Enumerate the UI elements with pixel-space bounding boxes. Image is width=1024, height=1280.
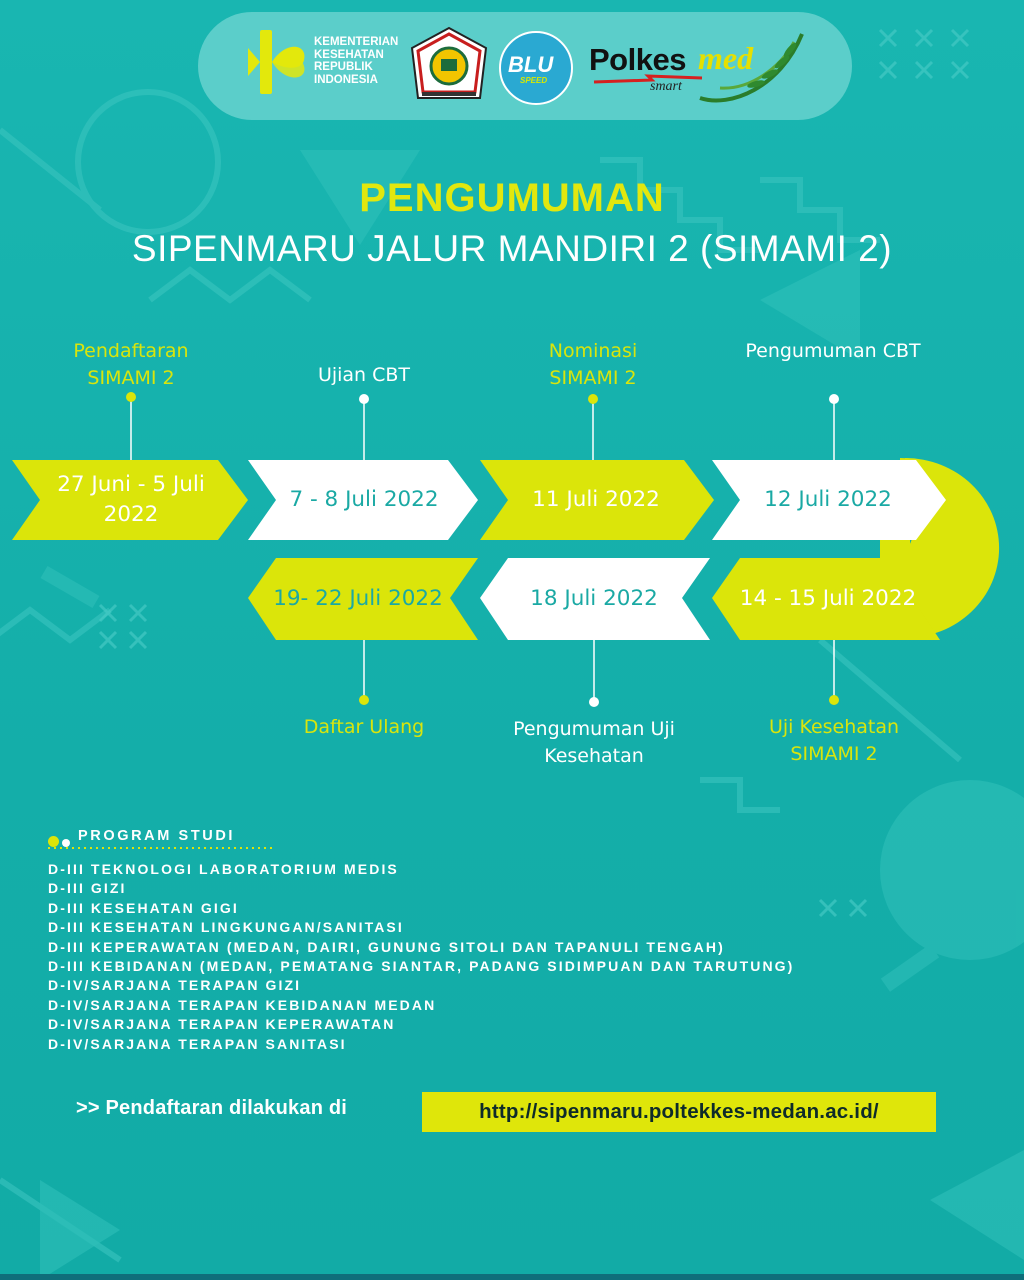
program-item: D-III KEPERAWATAN (MEDAN, DAIRI, GUNUNG SITOLI DAN TAPANULI TENGAH) [48,938,725,955]
step-date: 11 Juli 2022 [532,487,660,512]
step-label: Pendaftaran SIMAMI 2 [73,340,189,389]
step-date: 14 - 15 Juli 2022 [739,586,917,611]
step-label: Nominasi SIMAMI 2 [548,340,638,389]
program-item: D-III KESEHATAN LINGKUNGAN/SANITASI [48,919,404,936]
polkesmed-logo-polkes: Polkes [589,42,686,77]
kemenkes-line: REPUBLIK [314,61,373,73]
program-item: D-III KEBIDANAN (MEDAN, PEMATANG SIANTAR, PADANG SIDIMPUAN DAN TARUTUNG) [48,958,795,975]
timeline-dot [359,695,369,705]
timeline-dot [588,394,598,404]
kemenkes-line: KESEHATAN [314,48,384,61]
timeline-dot [359,394,369,404]
registration-url-link[interactable]: http://sipenmaru.poltekkes-medan.ac.id/ [422,1092,936,1132]
program-item: D-IV/SARJANA TERAPAN KEBIDANAN MEDAN [48,996,437,1013]
blu-speed-text: SPEED [520,76,548,85]
step-date: 18 Juli 2022 [530,586,658,611]
program-item: D-IV/SARJANA TERAPAN GIZI [48,977,302,994]
timeline-dot [126,392,136,402]
program-item: D-III KESEHATAN GIGI [48,899,239,916]
step-label: Ujian CBT [317,364,411,386]
polkesmed-logo-smart: smart [650,79,682,94]
blu-text: BLU [508,52,554,77]
program-list [48,860,794,1054]
timeline-dot [829,695,839,705]
program-heading: PROGRAM STUDI [78,828,236,844]
step-label: Daftar Ulang [303,716,425,738]
registration-text: >> Pendaftaran dilakukan di [76,1097,348,1119]
program-item: D-III TEKNOLOGI LABORATORIUM MEDIS [48,861,399,877]
timeline-dot [589,697,599,707]
step-date: 7 - 8 Juli 2022 [289,487,439,512]
program-item: D-IV/SARJANA TERAPAN KEPERAWATAN [48,1016,396,1033]
timeline-dot [829,394,839,404]
title-program: SIPENMARU JALUR MANDIRI 2 (SIMAMI 2) [131,228,893,269]
step-date: 19- 22 Juli 2022 [273,586,443,611]
step-label: Pengumuman Uji Kesehatan [513,718,675,767]
polkesmed-logo-med: med [698,40,754,76]
program-item: D-III GIZI [48,880,127,897]
title-announcement: PENGUMUMAN [359,176,665,220]
bottom-strip [0,1274,1024,1280]
step-label: Pengumuman CBT [745,340,921,362]
step-date: 27 Juni - 5 Juli 2022 [57,472,205,527]
heading-dotted-underline [48,846,273,850]
program-item: D-IV/SARJANA TERAPAN SANITASI [48,1035,347,1052]
step-date: 12 Juli 2022 [764,487,892,512]
kemenkes-line: INDONESIA [314,73,378,86]
step-label: Uji Kesehatan SIMAMI 2 [768,716,900,765]
kemenkes-line: KEMENTERIAN [314,36,399,48]
